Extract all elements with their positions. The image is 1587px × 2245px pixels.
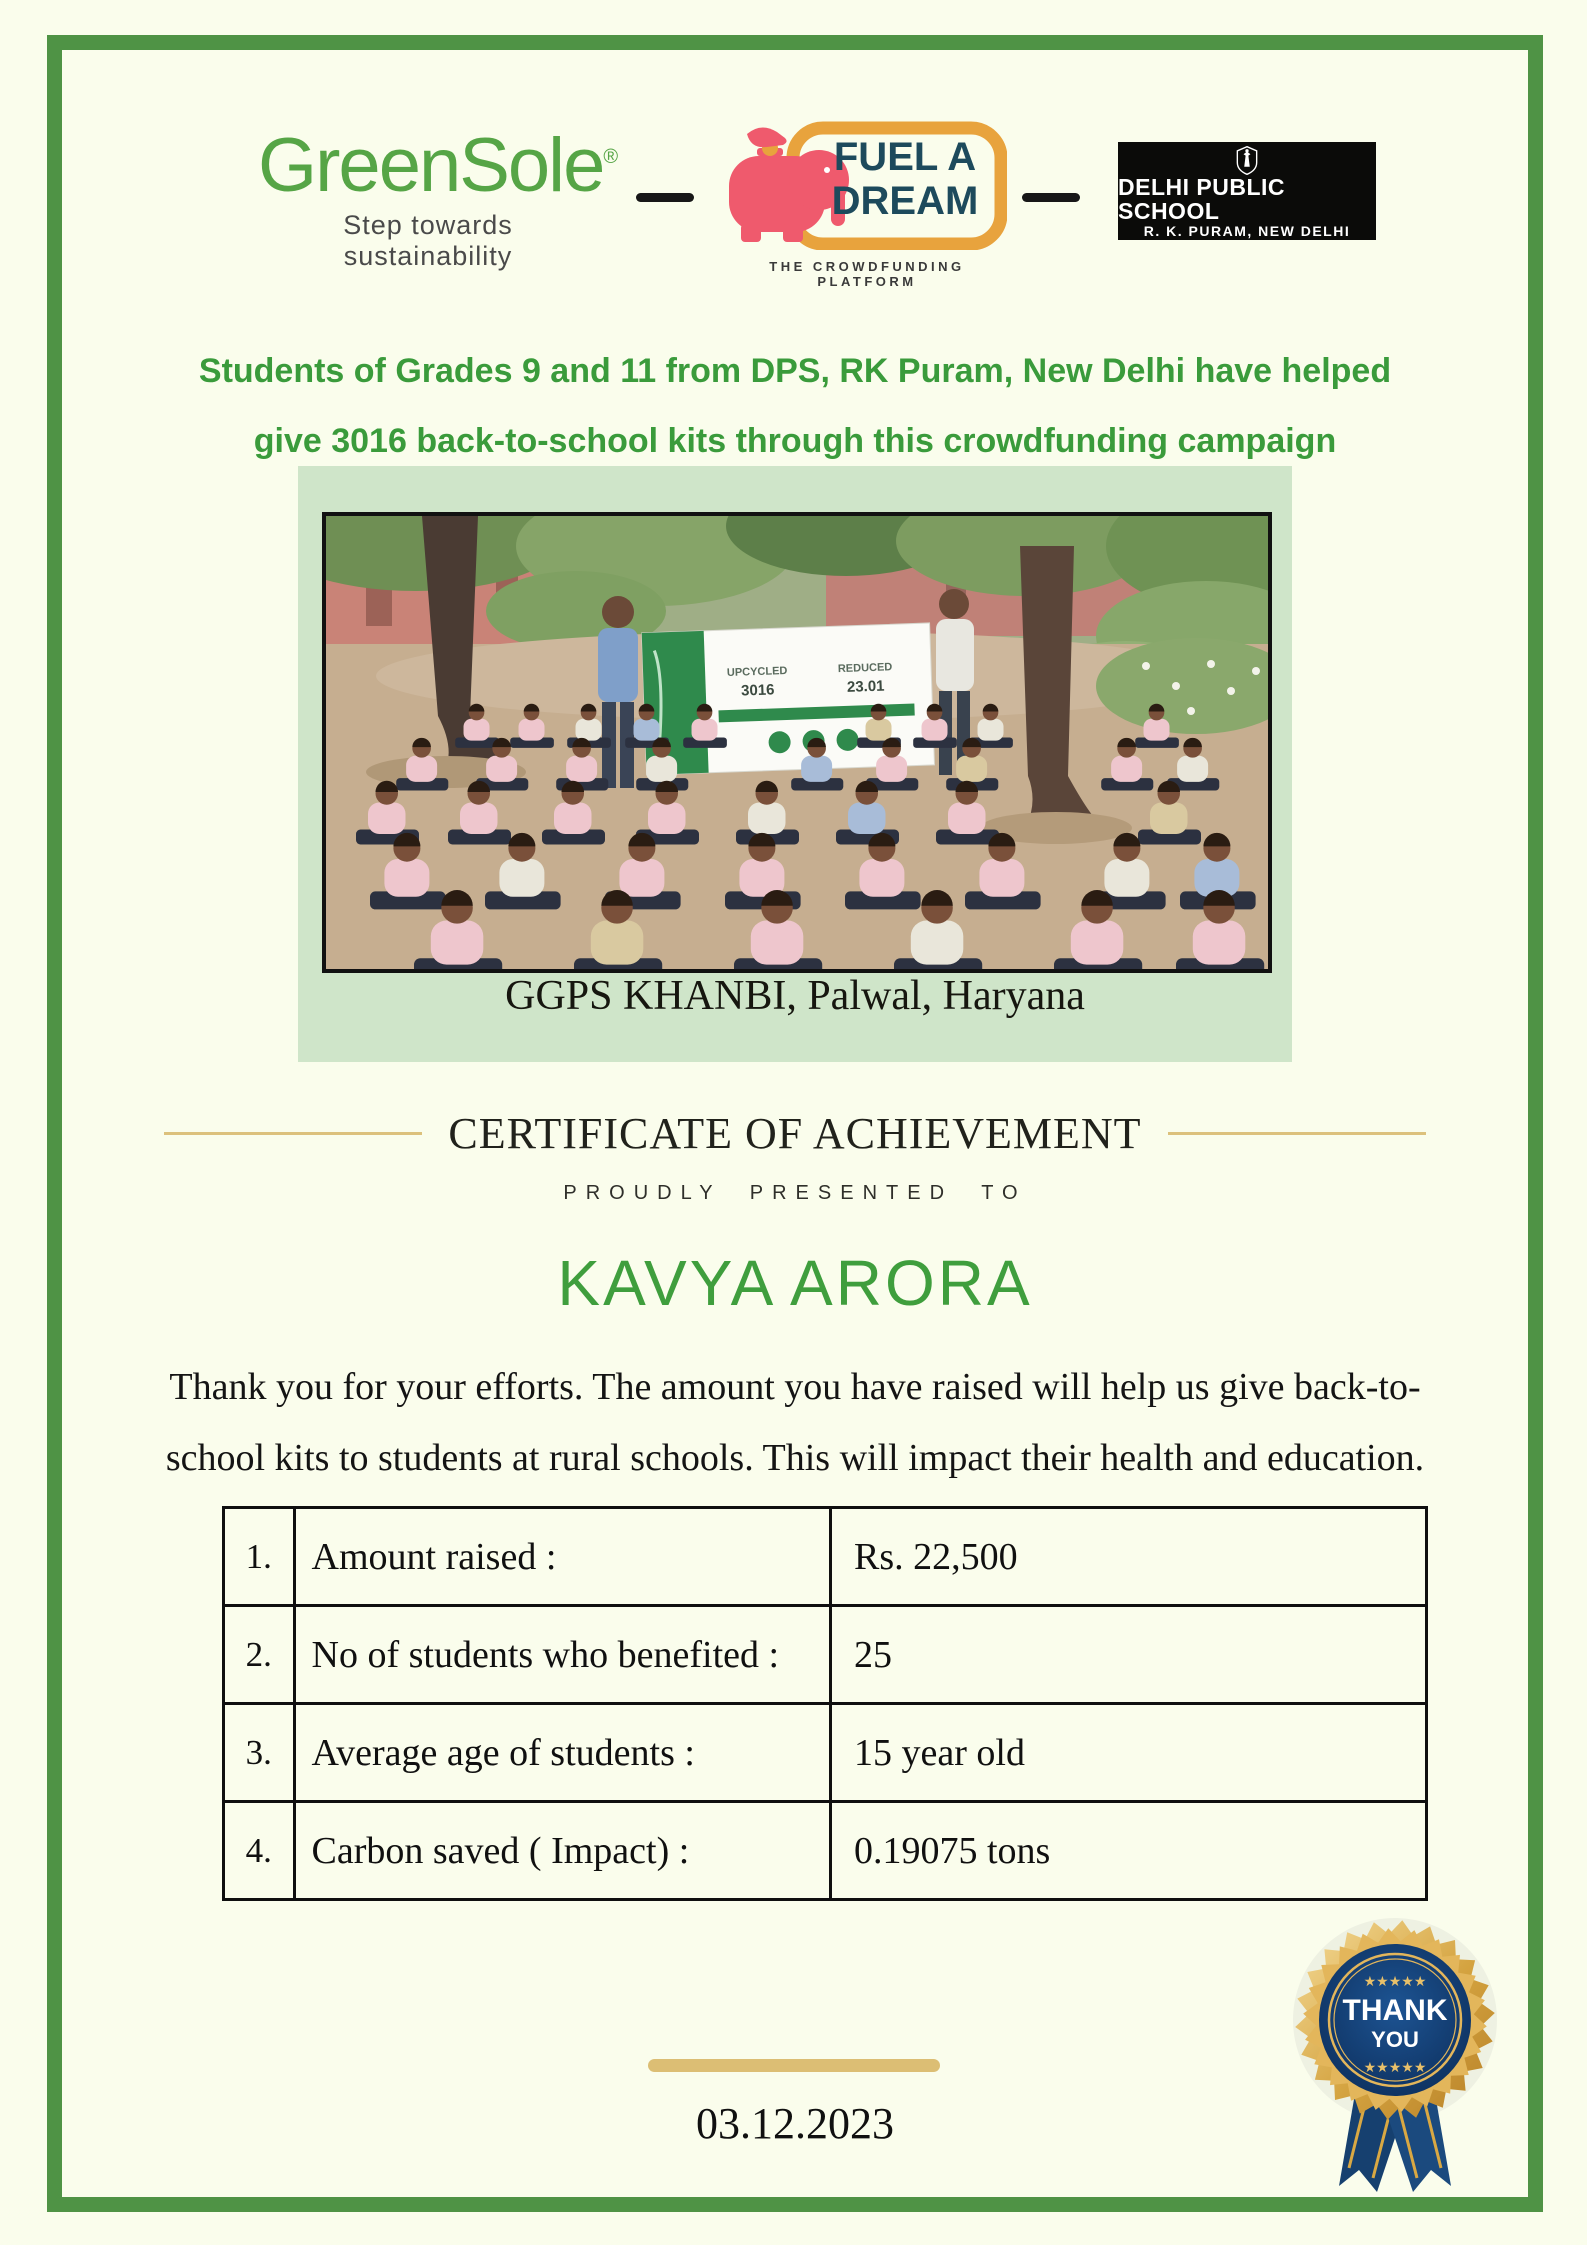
table-row <box>224 1606 1427 1704</box>
school-photo <box>322 512 1272 973</box>
table-row <box>224 1508 1427 1606</box>
banner-upcycled-value: 3016 <box>740 681 775 700</box>
banner-upcycled-label: UPCYCLED <box>726 664 788 680</box>
banner-reduced-value: 23.01 <box>846 677 885 696</box>
row-label: Amount raised : <box>294 1508 830 1606</box>
greensole-logo <box>258 123 619 272</box>
dps-logo <box>1118 142 1376 240</box>
badge-thank: THANK <box>1342 1994 1448 2027</box>
campaign-headline <box>62 336 1528 476</box>
certificate-date: 03.12.2023 <box>696 2099 894 2148</box>
row-value: Rs. 22,500 <box>831 1508 1427 1606</box>
row-value: 15 year old <box>831 1704 1427 1802</box>
connector-dash-icon <box>1022 193 1080 202</box>
certificate-title-row <box>62 1108 1528 1159</box>
fueladream-line2: DREAM <box>831 179 979 223</box>
greensole-name: GreenSole <box>258 123 604 208</box>
fueladream-tagline: THE CROWDFUNDING PLATFORM <box>769 259 965 289</box>
headline-line1: Students of Grades 9 and 11 from DPS, RK Puram, New Delhi have helped <box>198 352 1392 390</box>
gold-line-left <box>164 1132 422 1135</box>
row-number: 1. <box>224 1508 295 1606</box>
badge-you: YOU <box>1371 2027 1419 2052</box>
table-row <box>224 1802 1427 1900</box>
recipient-name: KAVYA ARORA <box>557 1247 1033 1319</box>
row-number: 2. <box>224 1606 295 1704</box>
fueladream-emblem <box>727 118 1007 250</box>
connector-dash-icon <box>636 193 694 202</box>
fueladream-logo <box>727 118 1007 289</box>
badge-stars-top: ★★★★★ <box>1363 1973 1427 1989</box>
photo-panel <box>298 466 1292 1062</box>
message-line1: Thank you for your efforts. The amount you have raised will help us give back-to- <box>169 1366 1421 1408</box>
row-label: Average age of students : <box>294 1704 830 1802</box>
photo-caption: GGPS KHANBI, Palwal, Haryana <box>505 973 1085 1019</box>
certificate-title: CERTIFICATE OF ACHIEVEMENT <box>448 1109 1142 1158</box>
row-value: 0.19075 tons <box>831 1802 1427 1900</box>
dps-name: DELHI PUBLIC SCHOOL <box>1118 174 1285 224</box>
badge-stars-bottom: ★★★★★ <box>1363 2059 1427 2075</box>
dps-crest-icon <box>1230 146 1264 175</box>
row-value: 25 <box>831 1606 1427 1704</box>
banner-reduced-label: REDUCED <box>837 661 893 676</box>
fueladream-line1: FUEL A <box>833 135 977 179</box>
message-line2: school kits to students at rural schools. This will impact their health and education. <box>165 1437 1425 1479</box>
row-label: No of students who benefited : <box>294 1606 830 1704</box>
row-number: 3. <box>224 1704 295 1802</box>
presented-to-label: PROUDLY PRESENTED TO <box>563 1182 1027 1204</box>
registered-mark: ® <box>603 146 619 168</box>
thank-you-message <box>62 1352 1528 1494</box>
greensole-wordmark <box>258 123 619 208</box>
gold-line-right <box>1168 1132 1426 1135</box>
dps-location: R. K. PURAM, NEW DELHI <box>1143 223 1351 239</box>
row-label: Carbon saved ( Impact) : <box>294 1802 830 1900</box>
photo-scene <box>326 516 1268 969</box>
gold-divider <box>648 2059 940 2072</box>
row-number: 4. <box>224 1802 295 1900</box>
headline-line2: give 3016 back-to-school kits through this crowdfunding campaign <box>253 422 1337 460</box>
greensole-tagline: Step towards sustainability <box>343 210 513 271</box>
impact-table <box>222 1506 1428 1901</box>
table-row <box>224 1704 1427 1802</box>
thank-you-badge <box>1293 1916 1498 2201</box>
